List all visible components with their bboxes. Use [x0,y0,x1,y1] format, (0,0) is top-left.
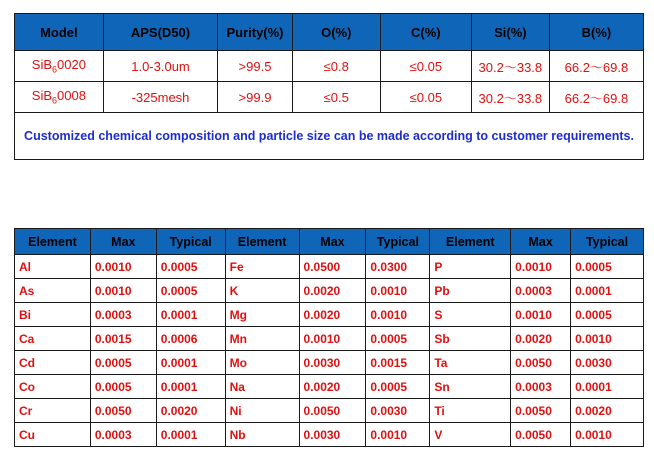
typical-cell: 0.0020 [156,399,225,423]
header-max: Max [299,229,366,255]
specification-table [14,13,644,160]
purity-cell: >99.9 [218,82,292,113]
model-cell: SiB$_6$0020 [15,51,104,82]
element-cell: Mn [225,327,299,351]
element-cell: Cr [15,399,91,423]
max-cell: 0.0010 [90,279,156,303]
boron-cell: 66.2～69.8 [549,51,643,82]
table-row [15,399,644,423]
typical-cell: 0.0005 [571,303,644,327]
element-table-body [15,255,644,447]
header-silicon: Si(%) [471,14,549,51]
element-cell: Sb [430,327,511,351]
aps-cell: -325mesh [103,82,218,113]
table-row [15,279,644,303]
typical-cell: 0.0010 [571,423,644,447]
oxygen-cell: ≤0.5 [292,82,380,113]
typical-cell: 0.0015 [366,351,430,375]
typical-cell: 0.0005 [156,279,225,303]
element-header-row [15,229,644,255]
element-cell: Al [15,255,91,279]
max-cell: 0.0050 [90,399,156,423]
element-cell: Na [225,375,299,399]
element-cell: Cd [15,351,91,375]
max-cell: 0.0003 [90,303,156,327]
customization-note: Customized chemical composition and particle size can be made according to customer requirements. [15,113,644,160]
table-row [15,255,644,279]
max-cell: 0.0020 [299,375,366,399]
typical-cell: 0.0005 [571,255,644,279]
header-model: Model [15,14,104,51]
max-cell: 0.0500 [299,255,366,279]
table-row [15,423,644,447]
header-element: Element [430,229,511,255]
table-row [15,327,644,351]
carbon-cell: ≤0.05 [380,82,471,113]
typical-cell: 0.0001 [156,351,225,375]
element-cell: Ta [430,351,511,375]
header-boron: B(%) [549,14,643,51]
element-cell: Ca [15,327,91,351]
silicon-cell: 30.2～33.8 [471,51,549,82]
typical-cell: 0.0001 [156,423,225,447]
typical-cell: 0.0001 [156,303,225,327]
typical-cell: 0.0300 [366,255,430,279]
table-row [15,82,644,113]
element-cell: Mo [225,351,299,375]
max-cell: 0.0010 [90,255,156,279]
element-cell: V [430,423,511,447]
table-row [15,303,644,327]
header-carbon: C(%) [380,14,471,51]
header-typical: Typical [366,229,430,255]
max-cell: 0.0020 [299,279,366,303]
spec-header-row [15,14,644,51]
typical-cell: 0.0005 [366,375,430,399]
aps-cell: 1.0-3.0um [103,51,218,82]
carbon-cell: ≤0.05 [380,51,471,82]
typical-cell: 0.0005 [156,255,225,279]
element-cell: Ni [225,399,299,423]
table-row [15,351,644,375]
header-element: Element [225,229,299,255]
max-cell: 0.0050 [511,351,571,375]
element-cell: As [15,279,91,303]
typical-cell: 0.0030 [366,399,430,423]
max-cell: 0.0020 [299,303,366,327]
header-typical: Typical [571,229,644,255]
element-cell: Bi [15,303,91,327]
max-cell: 0.0003 [511,279,571,303]
header-max: Max [90,229,156,255]
header-oxygen: O(%) [292,14,380,51]
max-cell: 0.0050 [511,399,571,423]
purity-cell: >99.5 [218,51,292,82]
element-cell: P [430,255,511,279]
element-cell: Co [15,375,91,399]
header-element: Element [15,229,91,255]
max-cell: 0.0005 [90,375,156,399]
element-cell: K [225,279,299,303]
max-cell: 0.0010 [299,327,366,351]
max-cell: 0.0050 [299,399,366,423]
typical-cell: 0.0005 [366,327,430,351]
typical-cell: 0.0001 [571,375,644,399]
max-cell: 0.0010 [511,255,571,279]
max-cell: 0.0003 [511,375,571,399]
typical-cell: 0.0006 [156,327,225,351]
header-max: Max [511,229,571,255]
max-cell: 0.0020 [511,327,571,351]
max-cell: 0.0030 [299,351,366,375]
typical-cell: 0.0030 [571,351,644,375]
typical-cell: 0.0010 [571,327,644,351]
max-cell: 0.0030 [299,423,366,447]
typical-cell: 0.0010 [366,279,430,303]
typical-cell: 0.0001 [156,375,225,399]
max-cell: 0.0050 [511,423,571,447]
element-cell: Nb [225,423,299,447]
impurity-element-table [14,228,644,447]
element-cell: Ti [430,399,511,423]
note-row [15,113,644,160]
header-purity: Purity(%) [218,14,292,51]
boron-cell: 66.2～69.8 [549,82,643,113]
element-cell: Sn [430,375,511,399]
typical-cell: 0.0020 [571,399,644,423]
oxygen-cell: ≤0.8 [292,51,380,82]
typical-cell: 0.0010 [366,303,430,327]
element-cell: Fe [225,255,299,279]
max-cell: 0.0015 [90,327,156,351]
element-cell: S [430,303,511,327]
silicon-cell: 30.2～33.8 [471,82,549,113]
header-typical: Typical [156,229,225,255]
typical-cell: 0.0001 [571,279,644,303]
element-cell: Cu [15,423,91,447]
typical-cell: 0.0010 [366,423,430,447]
element-cell: Pb [430,279,511,303]
max-cell: 0.0010 [511,303,571,327]
max-cell: 0.0003 [90,423,156,447]
table-row [15,51,644,82]
max-cell: 0.0005 [90,351,156,375]
header-aps: APS(D50) [103,14,218,51]
element-cell: Mg [225,303,299,327]
table-row [15,375,644,399]
model-cell: SiB$_6$0008 [15,82,104,113]
